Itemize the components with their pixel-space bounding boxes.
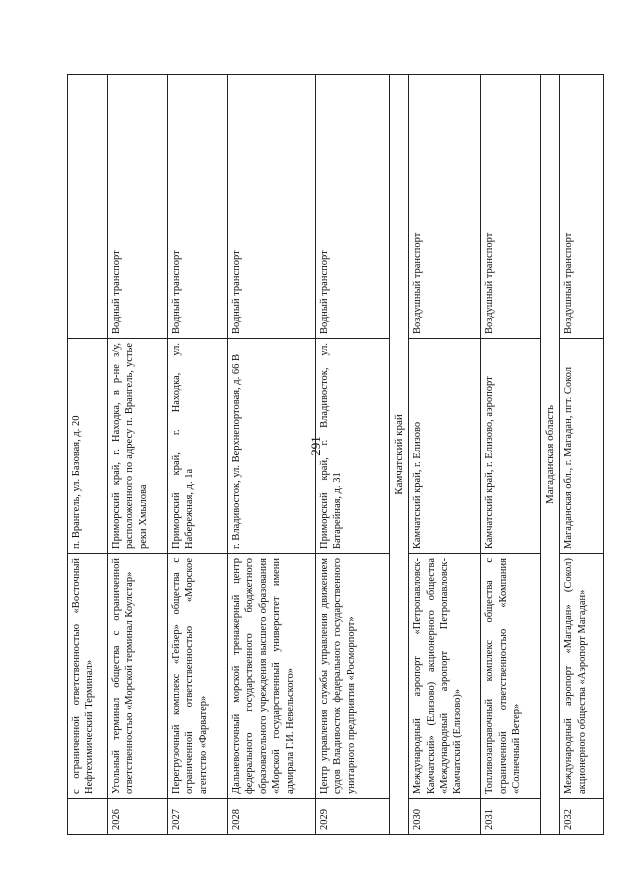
table-row [168,75,228,835]
address-cell: Приморский край, г. Владивосток, ул. Батарейная, д. 31 [316,339,390,554]
table-row [228,75,316,835]
organization-cell: Перегрузочный комплекс «Гейзер» общества с ограниченной ответственностью «Морское агентство «Фарватер» [168,554,228,799]
page-number: 291 [307,436,323,456]
region-header: Камчатский край [390,75,409,835]
organization-cell: Центр управления службы управления движением судов Владивосток федерального государственного унитарного предприятия «Росморпорт» [316,554,390,799]
table-row [481,75,541,835]
region-header: Магаданская область [541,75,560,835]
transport-type-cell: Водный транспорт [108,75,168,339]
row-number: 2028 [228,799,316,835]
address-cell: г. Владивосток, ул. Верхнепортовая, д. 66 В [228,339,316,554]
table-row [108,75,168,835]
table-row [316,75,390,835]
transport-type-cell: Воздушный транспорт [409,75,481,339]
transport-type-cell: Воздушный транспорт [481,75,541,339]
organization-cell: Международный аэропорт «Петропавловск-Камчатский» (Елизово) акционерного общества «Международный аэропорт Петропавловск-Камчатский (Елизово)» [409,554,481,799]
row-number: 2030 [409,799,481,835]
row-number: 2027 [168,799,228,835]
region-header-row [390,75,409,835]
row-number: 2029 [316,799,390,835]
objects-table [67,74,604,835]
row-number: 2032 [560,799,604,835]
address-cell: Камчатский край, г. Елизово [409,339,481,554]
address-cell: Магаданская обл., г. Магадан, пгт. Сокол [560,339,604,554]
table-row [560,75,604,835]
row-number: 2026 [108,799,168,835]
region-header-row [541,75,560,835]
organization-cell: Топливозаправочный комплекс общества с ограниченной ответственностью «Компания «Солнечный Ветер» [481,554,541,799]
transport-type-cell: Водный транспорт [168,75,228,339]
row-number: 2031 [481,799,541,835]
organization-cell: Угольный терминал общества с ограниченной ответственностью «Морской терминал Коулстар» [108,554,168,799]
organization-cell: Дальневосточный морской тренажерный центр федерального государственного бюджетного образовательного учреждения высшего образования «Морской государственный университет имени адмирала Г.И. Невельского» [228,554,316,799]
table-row [409,75,481,835]
address-cell: Приморский край, г. Находка, ул. Набережная, д. 1а [168,339,228,554]
address-cell: Приморский край, г. Находка, в р-не з/у, расположенного по адресу п. Врангель, устье реки Хмылова [108,339,168,554]
organization-cell: с ограниченной ответственностью «Восточный Нефтехимический Терминал» [68,554,108,799]
table-row [68,75,108,835]
transport-type-cell: Воздушный транспорт [560,75,604,339]
transport-type-cell [68,75,108,339]
organization-cell: Международный аэропорт «Магадан» (Сокол) акционерного общества «Аэропорт Магадан» [560,554,604,799]
address-cell: Камчатский край, г. Елизово, аэропорт [481,339,541,554]
document-sheet [67,75,588,835]
transport-type-cell: Водный транспорт [316,75,390,339]
transport-type-cell: Водный транспорт [228,75,316,339]
address-cell: п. Врангель, ул. Базовая, д. 20 [68,339,108,554]
row-number [68,799,108,835]
